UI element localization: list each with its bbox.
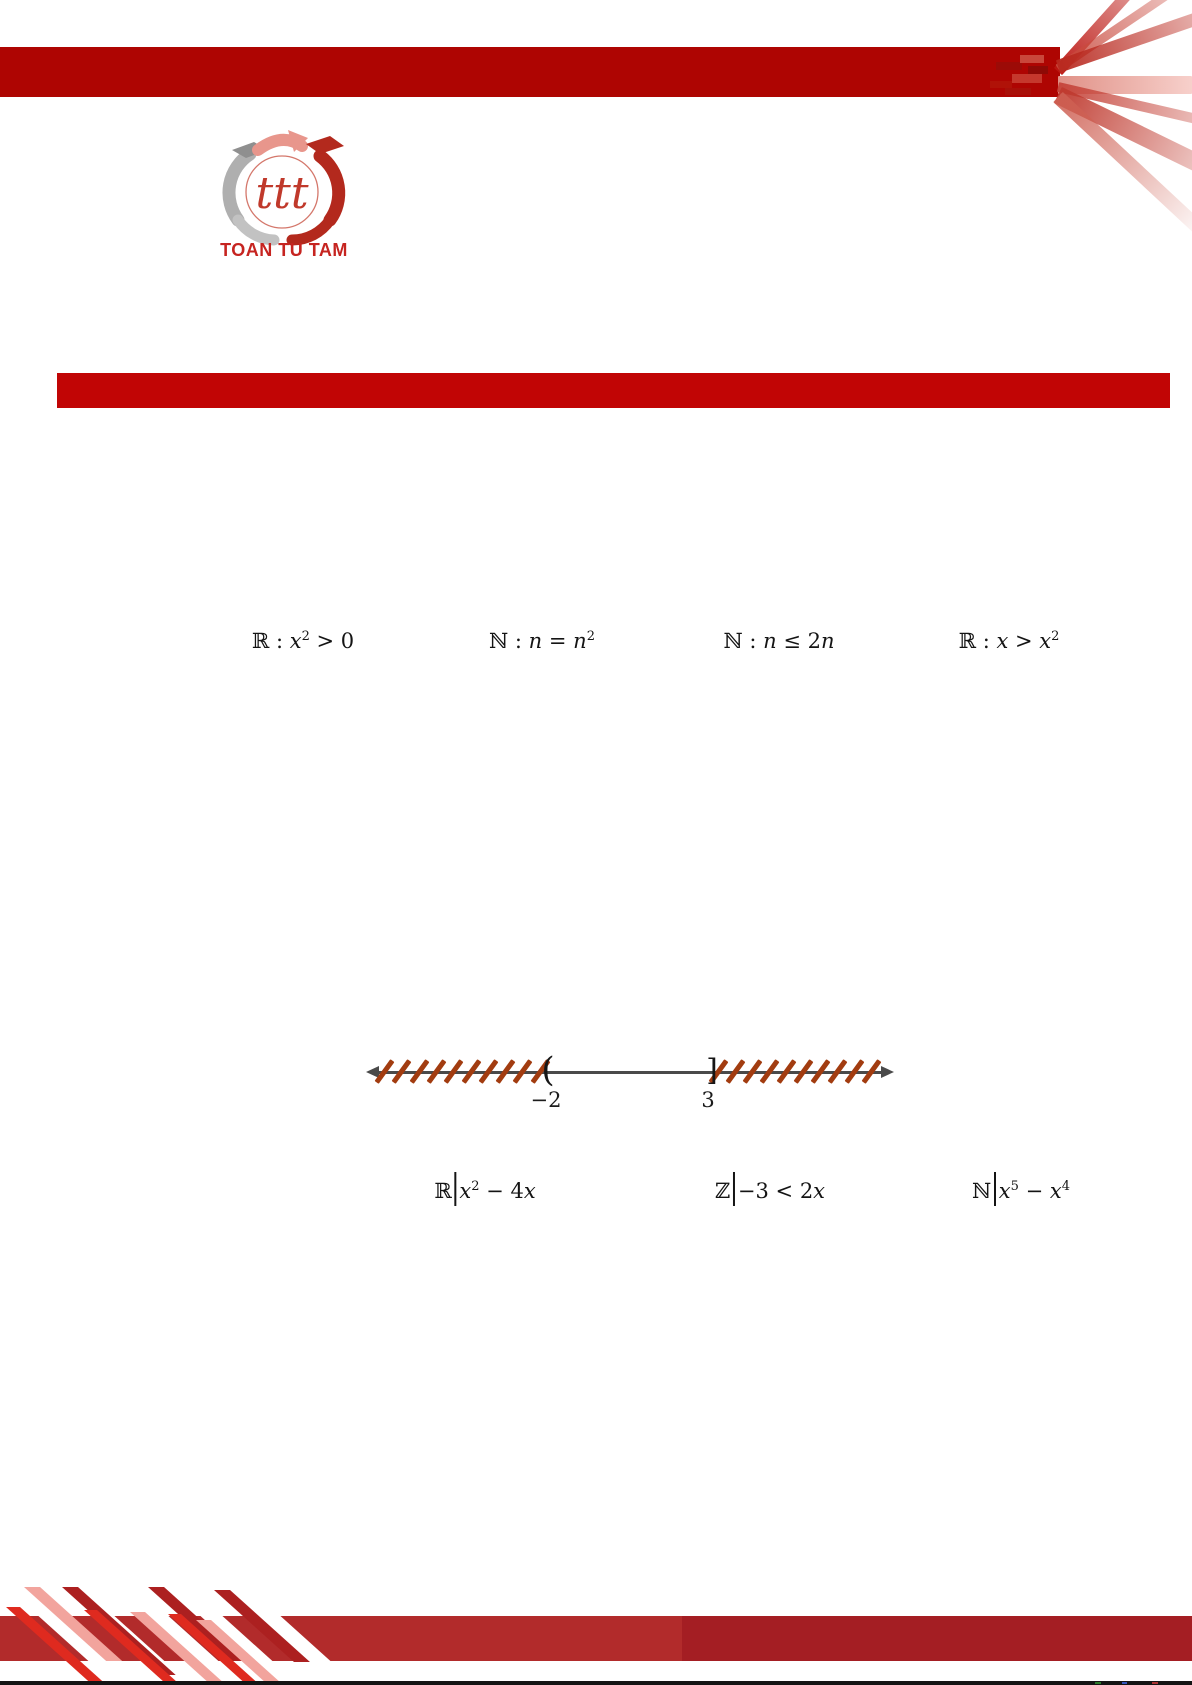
artifact-speck: [1122, 1682, 1127, 1684]
math-token-it: n: [573, 629, 587, 653]
math-token-bb: ℝ: [251, 629, 270, 653]
equation-set-n-x5-minus-x4: [972, 1172, 1070, 1206]
math-token-txt: :: [976, 629, 997, 653]
math-token-it: x: [813, 1179, 826, 1203]
math-token-txt: >: [1008, 629, 1040, 653]
math-token-sup: 2: [471, 1179, 480, 1194]
math-token-bb: ℕ: [723, 629, 743, 653]
burst-ray: [1056, 0, 1192, 73]
equation-set-n-eq-n2: [489, 629, 595, 653]
math-token-sup: 2: [1051, 629, 1060, 644]
artifact-speck: [1095, 1682, 1101, 1684]
equation-set-z-neg3-lt-2x: [715, 1172, 825, 1206]
burst-step: [1028, 66, 1048, 74]
burst-step: [996, 62, 1022, 70]
math-token-bar: [733, 1172, 735, 1206]
math-token-txt: :: [269, 629, 290, 653]
close-bracket-glyph: ]: [706, 1053, 718, 1088]
bottom-rule: [0, 1681, 1192, 1685]
math-token-it: n: [763, 629, 777, 653]
math-token-sup: 5: [1010, 1179, 1019, 1194]
math-token-it: n: [820, 629, 835, 653]
math-token-sup: 2: [586, 629, 595, 644]
math-token-bar: [994, 1172, 996, 1206]
equation-set-r-x-gt-x2: [959, 629, 1060, 653]
math-token-bb: ℝ: [958, 629, 977, 653]
burst-step: [1020, 55, 1044, 63]
header-bar: [0, 47, 1060, 97]
math-token-txt: :: [742, 629, 764, 653]
burst-step: [1005, 88, 1031, 95]
math-token-it: x: [1049, 1179, 1062, 1203]
math-token-sup: 2: [301, 629, 310, 644]
math-token-bb: ℕ: [489, 629, 509, 653]
open-paren-glyph: (: [541, 1050, 555, 1090]
math-token-sup: 4: [1061, 1179, 1070, 1194]
graduation-cap-icon: [306, 136, 344, 154]
math-token-txt: − 4: [479, 1179, 524, 1203]
equation-set-n-le-2n: [723, 629, 834, 653]
math-token-bar: [455, 1172, 457, 1206]
artifact-speck: [1152, 1682, 1158, 1684]
equation-set-r-x2-gt-0: [252, 629, 354, 653]
math-token-it: x: [1039, 629, 1052, 653]
math-token-bb: ℝ: [434, 1179, 452, 1203]
tick-label-3: 3: [701, 1088, 715, 1112]
math-token-it: x: [459, 1179, 472, 1203]
section-banner: [57, 373, 1170, 408]
math-token-it: x: [523, 1179, 536, 1203]
math-token-it: x: [996, 629, 1009, 653]
arrow-right-icon: [881, 1066, 894, 1078]
math-token-txt: −3 < 2: [737, 1179, 814, 1203]
math-token-it: x: [289, 629, 302, 653]
tick-label-minus-2: −2: [530, 1088, 562, 1112]
math-token-txt: :: [508, 629, 529, 653]
math-token-it: x: [998, 1179, 1011, 1203]
burst-step: [990, 81, 1012, 88]
math-token-bb: ℕ: [972, 1179, 992, 1203]
logo-graphic: [202, 128, 366, 246]
math-token-txt: > 0: [309, 629, 355, 653]
equation-set-r-x2-minus-4x: [434, 1172, 535, 1206]
logo: [202, 128, 366, 268]
math-token-txt: ≤ 2: [776, 629, 821, 653]
math-token-it: n: [528, 629, 543, 653]
math-token-txt: −: [1018, 1179, 1050, 1203]
footer-bar-right: [682, 1616, 1192, 1661]
logo-monogram: ttt: [255, 168, 309, 219]
burst-step: [1012, 74, 1042, 83]
logo-wordmark: TOAN TU TAM: [220, 240, 348, 260]
math-token-txt: =: [542, 629, 574, 653]
math-token-bb: ℤ: [714, 1179, 731, 1203]
